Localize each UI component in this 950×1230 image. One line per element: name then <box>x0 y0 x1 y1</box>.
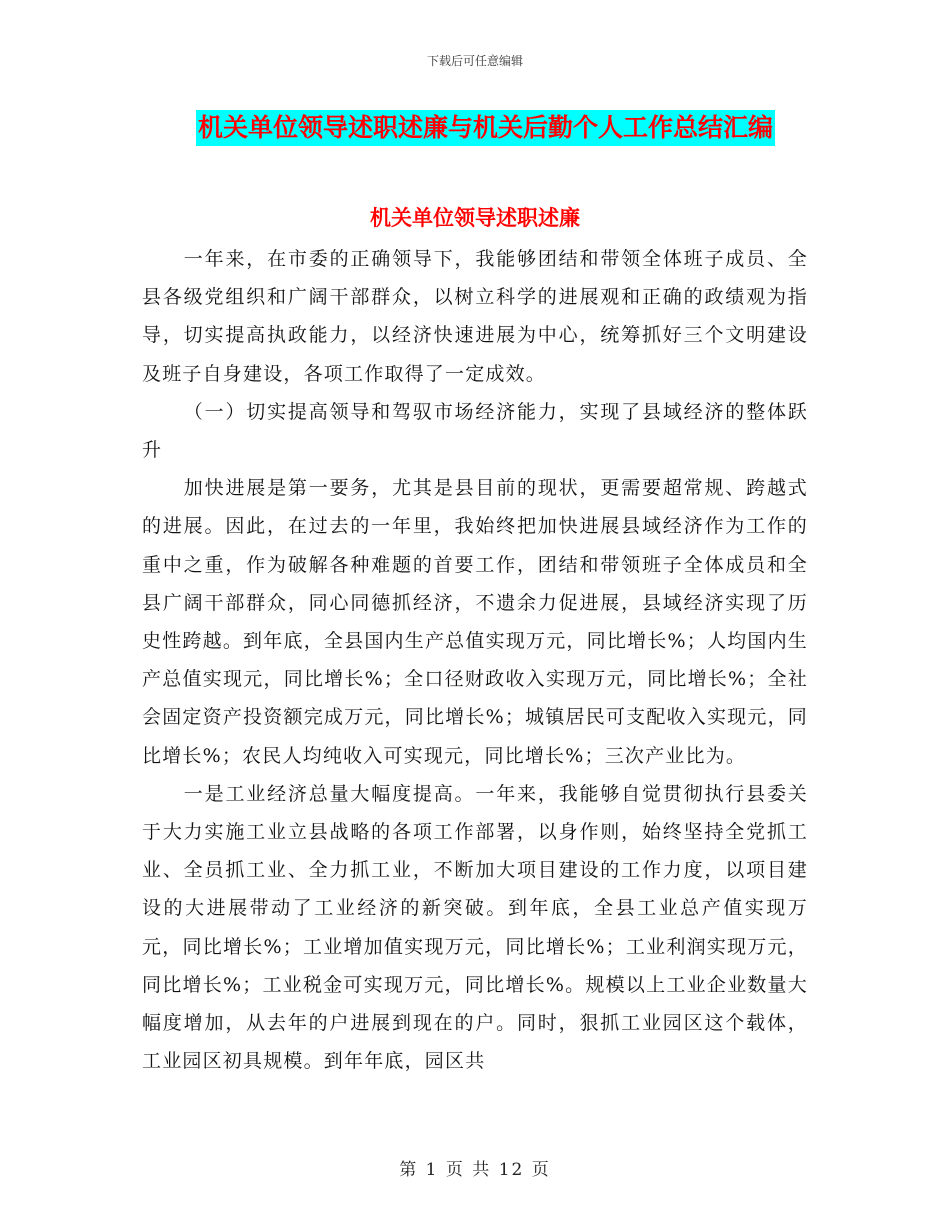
paragraph-intro: 一年来，在市委的正确领导下，我能够团结和带领全体班子成员、全县各级党组织和广阔干部群众，以树立科学的进展观和正确的政绩观为指导，切实提高执政能力，以经济快速进展为中心，统筹抓好三个文明建设及班子自身建设，各项工作取得了一定成效。 <box>142 248 808 385</box>
page-header-note: 下载后可任意编辑 <box>426 54 523 68</box>
page-number-footer: 第 1 页 共 12 页 <box>399 1160 551 1180</box>
document-main-title: 机关单位领导述职述廉与机关后勤个人工作总结汇编 <box>196 110 775 146</box>
paragraph-economy: 加快进展是第一要务，尤其是县目前的现状，更需要超常规、跨越式的进展。因此，在过去的一年里，我始终把加快进展县域经济作为工作的重中之重，作为破解各种难题的首要工作，团结和带领班子全体成员和全县广阔干部群众，同心同德抓经济，不遗余力促进展，县域经济实现了历史性跨越。到年底，全县国内生产总值实现万元，同比增长%；人均国内生产总值实现元，同比增长%；全口径财政收入实现万元，同比增长%；全社会固定资产投资额完成万元，同比增长%；城镇居民可支配收入实现元，同比增长%；农民人均纯收入可实现元，同比增长%；三次产业比为。 <box>142 477 808 767</box>
paragraph-industry: 一是工业经济总量大幅度提高。一年来，我能够自觉贯彻执行县委关于大力实施工业立县战略的各项工作部署，以身作则，始终坚持全党抓工业、全员抓工业、全力抓工业，不断加大项目建设的工作力度，以项目建设的大进展带动了工业经济的新突破。到年底，全县工业总产值实现万元，同比增长%；工业增加值实现万元，同比增长%；工业利润实现万元，同比增长%；工业税金可实现万元，同比增长%。规模以上工业企业数量大幅度增加，从去年的户进展到现在的户。同时，狠抓工业园区这个载体，工业园区初具规模。到年年底，园区共 <box>142 782 808 1073</box>
document-body <box>142 240 808 1080</box>
section-title: 机关单位领导述职述廉 <box>370 206 580 230</box>
paragraph-section-heading: （一）切实提高领导和驾驭市场经济能力，实现了县域经济的整体跃升 <box>142 400 808 462</box>
